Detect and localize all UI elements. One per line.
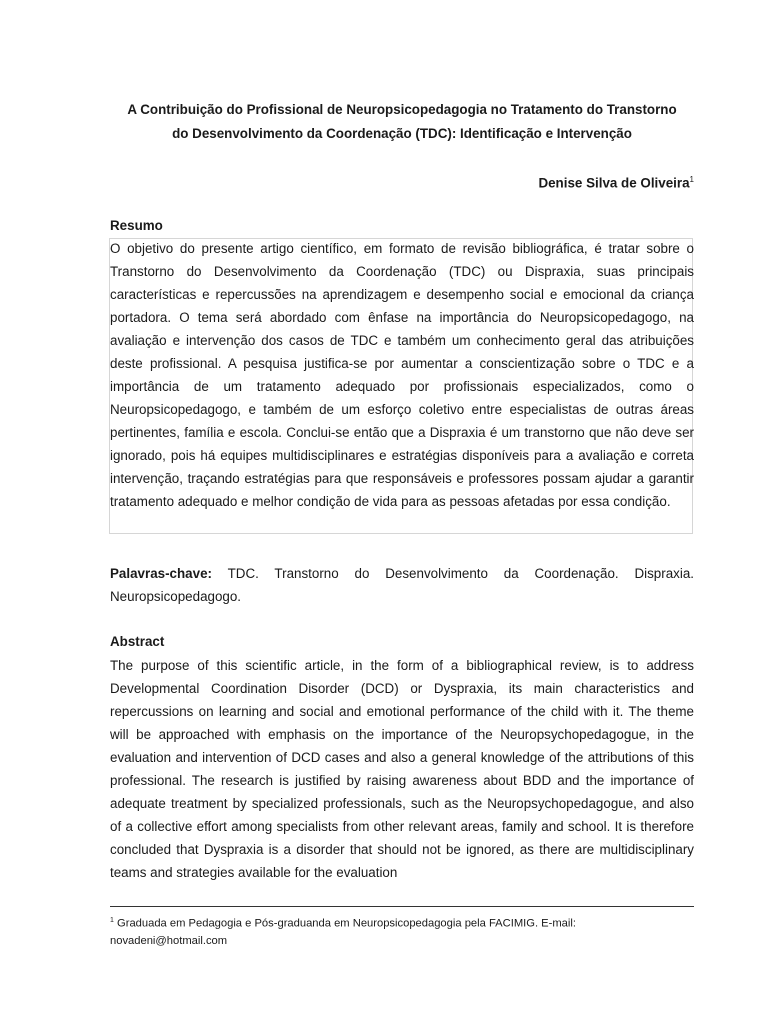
resumo-heading: Resumo [110,218,163,233]
keywords-label: Palavras-chave: [110,566,212,581]
abstract-text: The purpose of this scientific article, in the form of a bibliographical review, is to address Developmental Coordination Disorder (DCD) or Dyspraxia, its main characteristics and repercussions on learning and social and emotional performance of the child with it. The theme will be approached with emphasis on the importance of the Neuropsychopedagogue, in the evaluation and intervention of DCD cases and also a general knowledge of the attributions of this professional. The research is justified by raising awareness about BDD and the importance of adequate treatment by specialized professionals, such as the Neuropsychopedagogue, and also of a collective effort among specialists from other relevant areas, family and school. It is therefore concluded that Dyspraxia is a disorder that should not be ignored, as there are multidisciplinary teams and strategies available for the evaluation [110,658,694,880]
abstract-heading: Abstract [110,634,165,649]
title-line-2: do Desenvolvimento da Coordenação (TDC): Identificação e Intervenção [172,126,632,141]
footnote-text: Graduada em Pedagogia e Pós-graduanda em Neuropsicopedagogia pela FACIMIG. E-mail: novadeni@hotmail.com [110,917,576,947]
author-footnote-mark: 1 [689,175,694,184]
keywords-text: TDC. Transtorno do Desenvolvimento da Coordenação. Dispraxia. Neuropsicopedagogo. [110,566,694,604]
footnote-mark: 1 [110,917,114,924]
paper-title [100,98,704,146]
resumo-text: O objetivo do presente artigo científico, em formato de revisão bibliográfica, é tratar sobre o Transtorno do Desenvolvimento da Coordenação (TDC) ou Dispraxia, suas principais características e repercussões na aprendizagem e desempenho social e emocional da criança portadora. O tema será abordado com ênfase na importância do Neuropsicopedagogo, na avaliação e intervenção dos casos de TDC e também um conhecimento geral das atribuições deste profissional. A pesquisa justifica-se por aumentar a conscientização sobre o TDC e a importância de um tratamento adequado por profissionais especializados, como o Neuropsicopedagogo, e também de um esforço coletivo entre especialistas de outras áreas pertinentes, família e escola. Conclui-se então que a Dispraxia é um transtorno que não deve ser ignorado, pois há equipes multidisciplinares e estratégias disponíveis para a avaliação e correta intervenção, traçando estratégias para que responsáveis e professores possam ajudar a garantir tratamento adequado e melhor condição de vida para as pessoas afetadas por essa condição. [110,241,694,509]
keywords-paragraph [110,562,694,608]
title-line-1: A Contribuição do Profissional de Neuropsicopedagogia no Tratamento do Transtorno [127,102,677,117]
author-name-text: Denise Silva de Oliveira [538,175,690,191]
footnote [110,912,694,950]
footnote-divider [110,906,694,907]
author-name [538,170,694,193]
